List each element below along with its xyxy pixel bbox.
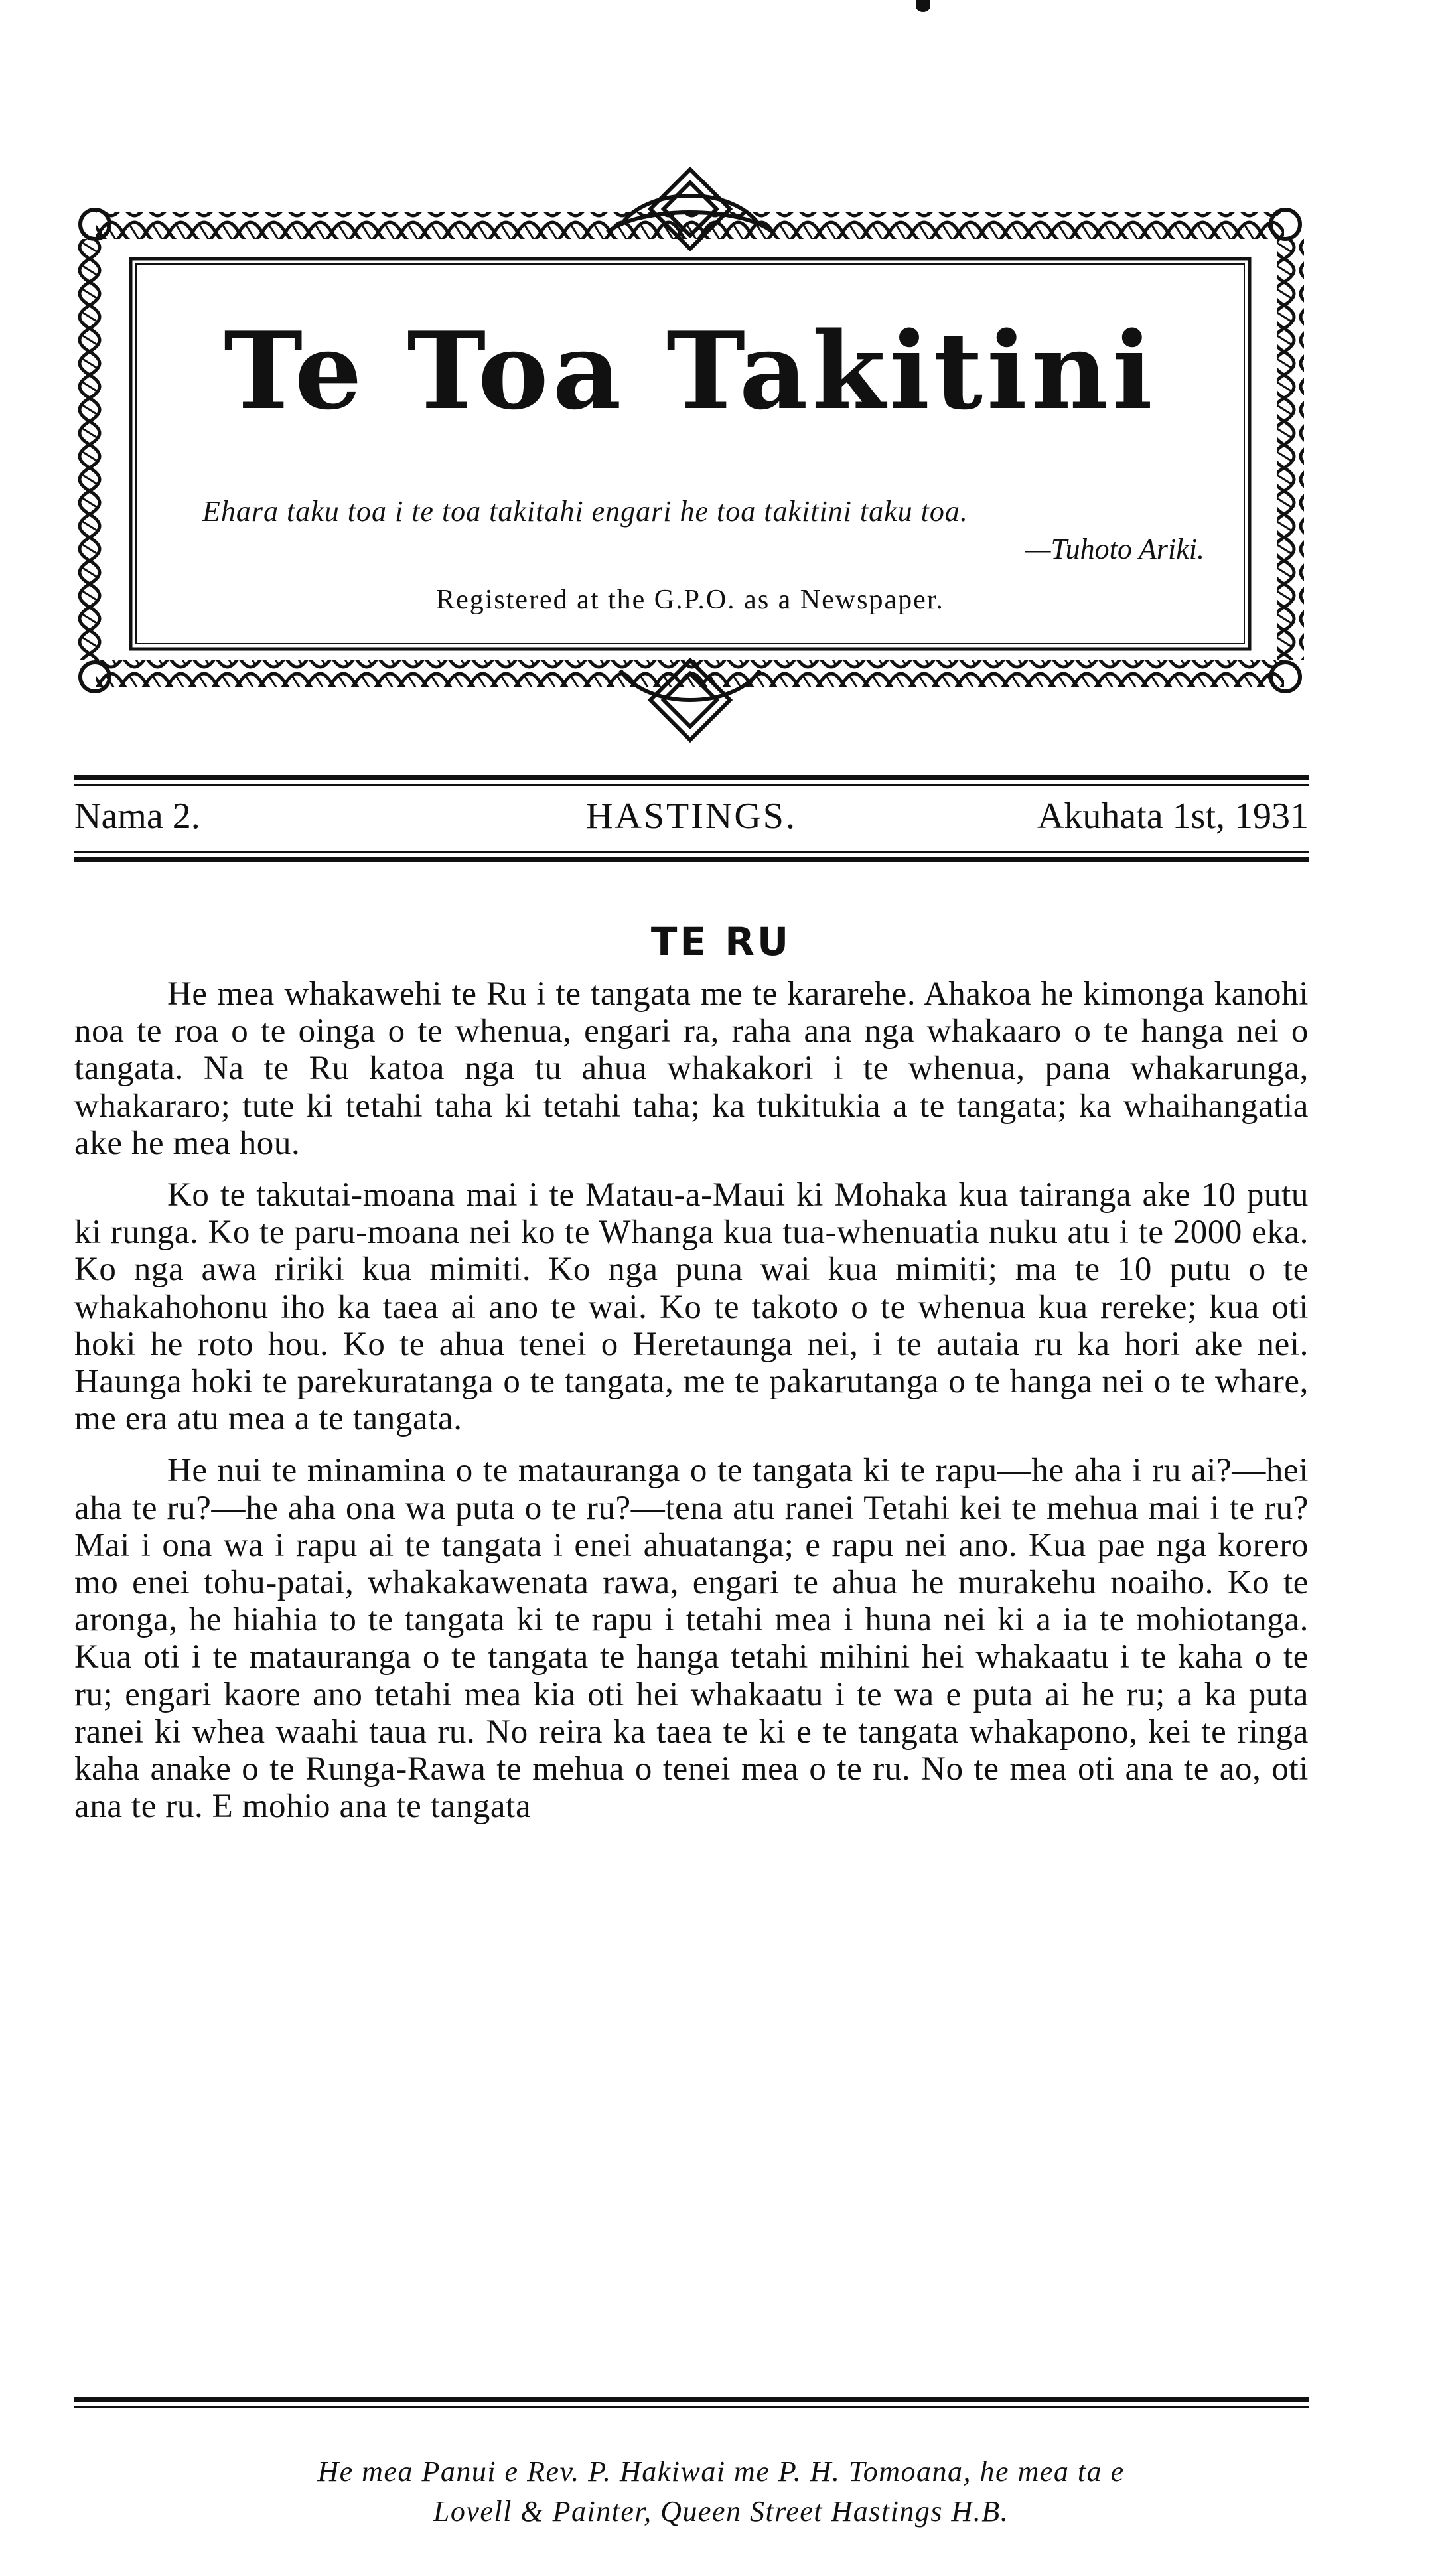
- bottom-rule-thin: [74, 851, 1309, 853]
- bottom-rule-thick: [74, 857, 1309, 862]
- ink-speck: [916, 0, 930, 12]
- ornamental-border: [76, 166, 1304, 743]
- masthead: [76, 166, 1304, 743]
- top-rule-thin: [74, 784, 1309, 786]
- motto-author: —Tuhoto Ariki.: [1025, 533, 1204, 565]
- issue-place: HASTINGS.: [586, 796, 797, 837]
- motto: Ehara taku toa i te toa takitahi engari he toa takitini taku toa.: [202, 495, 968, 528]
- article-paragraph: He mea whakawehi te Ru i te tangata me te kararehe. Ahakoa he kimonga kanohi noa te roa o te oinga o te whenua, engari ra, raha ana nga whakaaro o te hanga nei o tangata. Na te Ru katoa nga tu ahua whakakori i te whenua, pana whakarunga, whakararo; tute ki tetahi taha ki tetahi taha; ka tukitukia a te tangata; ka whaihangatia ake he mea hou.: [74, 975, 1309, 1162]
- imprint-line-1: He mea Panui e Rev. P. Hakiwai me P. H. Tomoana, he mea ta e: [317, 2455, 1125, 2488]
- newspaper-title: Te Toa Takitini: [224, 309, 1157, 433]
- issue-date: Akuhata 1st, 1931: [1037, 796, 1309, 837]
- registration-notice: Registered at the G.P.O. as a Newspaper.: [436, 585, 944, 615]
- issue-line: [74, 795, 1309, 841]
- imprint: [0, 2452, 1442, 2532]
- article-paragraph: Ko te takutai-moana mai i te Matau-a-Maui ki Mohaka kua tairanga ake 10 putu ki runga. Ko te paru-moana nei ko te Whanga kua tua-whenuatia nuku atu i te 2000 eka. Ko nga awa ririki kua mimiti. Ko nga puna wai kua mimiti; ma te 10 putu o te whakahohonu iho ka taea ai ano te wai. Ko te takoto o te whenua kua rereke; kua oti hoki he roto hou. Ko te ahua tenei o Heretaunga nei, i te autaia ru ka hori ake nei. Haunga hoki te parekuratanga o te tangata, me te pakarutanga o te hanga nei o te whare, me era atu mea a te tangata.: [74, 1177, 1309, 1438]
- top-rule-thick: [74, 775, 1309, 780]
- article-paragraph: He nui te minamina o te matauranga o te tangata ki te rapu—he aha i ru ai?—hei aha te ru?—he aha ona wa puta o te ru?—tena atu ranei Tetahi kei te mehua mai i te ru? Mai i ona wa i rapu ai te tangata i enei ahuatanga; e rapu nei ano. Kua pae nga korero mo enei tohu-patai, whakakawenata rawa, engari te ahua he murakehu noaiho. Ko te aronga, he hiahia to te tangata ki te rapu i tetahi mea i huna nei ki a ia te mohiotanga. Kua oti i te matauranga o te tangata te hanga tetahi mihini hei whakaatu i te kaha o te ru; engari kaore ano tetahi mea kia oti hei whakaatu i te wa e puta ai he ru; a ka puta ranei ki whea waahi taua ru. No reira ka taea te ki e te tangata whakapono, kei te ringa kaha anake o te Runga-Rawa te mehua o tenei mea o te ru. No te mea oti ana te ao, oti ana te ru. E mohio ana te tangata: [74, 1452, 1309, 1825]
- imprint-line-2: Lovell & Painter, Queen Street Hastings H.B.: [433, 2495, 1009, 2528]
- issue-number: Nama 2.: [74, 796, 200, 837]
- footer-rule-thin: [74, 2406, 1309, 2408]
- article-heading: TE RU: [650, 919, 792, 964]
- article-body: [74, 975, 1309, 1839]
- footer-rule-thick: [74, 2397, 1309, 2402]
